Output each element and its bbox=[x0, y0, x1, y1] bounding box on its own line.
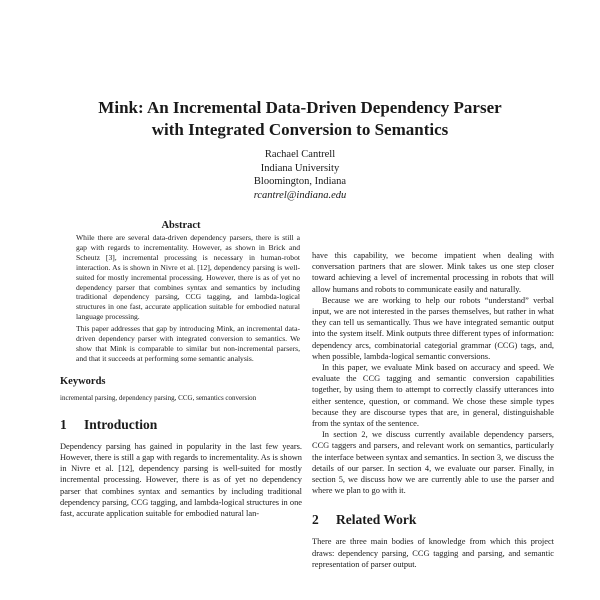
section-number: 1 bbox=[60, 416, 67, 432]
keywords-heading: Keywords bbox=[60, 375, 106, 387]
keywords-text: incremental parsing, dependency parsing, CCG, semantics conversion bbox=[60, 393, 257, 402]
body-paragraph: have this capability, we become impatient when dealing with conversation partners that are slower. Mink takes us one step closer toward achieving a level of incremental processing in robots that will allow humans and robots to communicate easily and naturally. bbox=[312, 251, 554, 294]
title-line-2: with Integrated Conversion to Semantics bbox=[151, 120, 449, 139]
author-email[interactable]: rcantrel@indiana.edu bbox=[253, 189, 347, 201]
related-work-body bbox=[312, 536, 554, 570]
author-block bbox=[150, 148, 450, 202]
author-affiliation: Indiana University bbox=[260, 162, 340, 174]
body-paragraph: Dependency parsing has gained in popularity in the last few years. However, there is still a gap with regards to incrementality. As is shown in Nivre et al. [12], dependency parsing is well-suited for mostly incremental processing. However, there is as of yet no dependency parser that combines syntax and semantics by including traditional dependency parsing, CCG tagging, and lambda-logical structures in one fast, accurate application suitable for embodied natural lan- bbox=[60, 441, 302, 518]
abstract-paragraph: While there are several data-driven dependency parsers, there is still a gap with regards to incrementality. However, as shown in Brick and Scheutz [3], incremental processing is necessary in human-robot interaction. As is shown in Nivre et al. [12], dependency parsing is well-suited for mostly incremental processing. However, there is as of yet no dependency parser that combines syntax and semantics by including traditional dependency parsing, CCG tagging, and lambda-logical structures in one fast, accurate application suitable for embodied natural language processing. bbox=[76, 233, 300, 322]
abstract-paragraph: This paper addresses that gap by introducing Mink, an incremental data-driven dependency parser with integrated conversion to semantics. We show that Mink is comparable to similar but non-incremental parsers, and that it succeeds at performing some semantic analysis. bbox=[76, 324, 300, 363]
section-title: Introduction bbox=[84, 416, 158, 432]
abstract-heading: Abstract bbox=[161, 220, 201, 231]
right-column bbox=[312, 250, 554, 570]
title-line-1: Mink: An Incremental Data-Driven Dependency Parser bbox=[98, 98, 502, 117]
section-title: Related Work bbox=[336, 512, 417, 528]
body-paragraph: In section 2, we discuss currently available dependency parsers, CCG taggers and parsers, and relevant work on semantics, particularly the interface between syntax and semantics. In section 3, we discuss the details of our parser. In section 4, we evaluate our parser. Finally, in section 5, we discuss how we are currently able to use the parser and where we plan to go with it. bbox=[312, 430, 554, 496]
right-column-body bbox=[312, 250, 554, 496]
author-name: Rachael Cantrell bbox=[264, 149, 336, 160]
abstract-body bbox=[60, 233, 302, 364]
section-heading-related-work bbox=[312, 512, 554, 528]
section-number: 2 bbox=[312, 512, 319, 528]
left-column bbox=[60, 220, 302, 519]
body-paragraph: There are three main bodies of knowledge from which this project draws: dependency parsing, CCG tagging and parsing, and semantic representation of parser output. bbox=[312, 537, 554, 569]
author-location: Bloomington, Indiana bbox=[253, 176, 347, 187]
introduction-body bbox=[60, 441, 302, 519]
section-heading-introduction bbox=[60, 417, 302, 433]
body-paragraph: In this paper, we evaluate Mink based on accuracy and speed. We evaluate the CCG tagging and semantic conversion capabilities together, by using them to attempt to correctly classify utterances into either sentence, question, or command. We chose these simple types because they are discourse types that are, in general, distinguishable from the syntax of the sentence. bbox=[312, 363, 554, 429]
body-paragraph: Because we are working to help our robots “understand” verbal input, we are not interested in the parses themselves, but rather in what they can tell us semantically. Thus we have integrated semantic output into the system itself. Mink outputs three different types of information: dependency arcs, combinatorial categorial grammar (CCG) tags, and, when possible, lambda-logical semantic conversions. bbox=[312, 295, 554, 361]
paper-title bbox=[40, 97, 560, 141]
